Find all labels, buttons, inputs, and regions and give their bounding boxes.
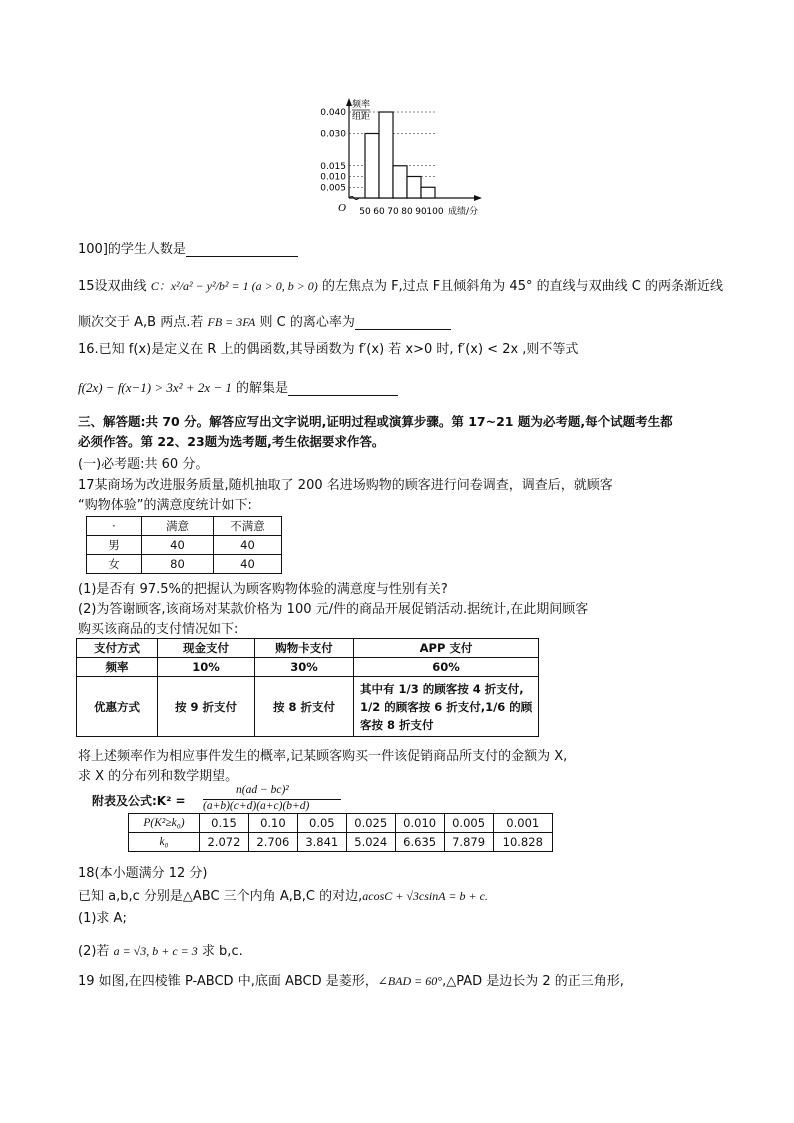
app-discount-line1: 其中有 1/3 的顾客按 4 折支付, xyxy=(360,681,524,696)
k0-value: 3.841 xyxy=(297,833,346,852)
row-label-female: 女 xyxy=(87,555,142,574)
subsection-heading: (一)必考题:共 60 分。 xyxy=(78,457,209,472)
q17-line2: “购物体验”的满意度统计如下: xyxy=(78,498,252,513)
frequency-histogram xyxy=(318,95,498,220)
y-tick-label: 0.015 xyxy=(320,161,346,172)
satisfaction-table xyxy=(86,516,282,574)
row-label-male: 男 xyxy=(87,536,142,555)
x-tick-label: 70 xyxy=(387,207,399,217)
p-value: 0.15 xyxy=(200,814,249,833)
x-tick-label: 90 xyxy=(415,207,427,217)
cell-app-discount xyxy=(354,677,539,737)
cell-female-satisfied: 80 xyxy=(142,555,214,574)
p-value: 0.05 xyxy=(297,814,346,833)
p-value: 0.010 xyxy=(395,814,444,833)
x-axis-title: 成绩/分 xyxy=(448,207,479,217)
q15-prefix: 15设双曲线 xyxy=(78,279,147,294)
x-tick-label: 50 xyxy=(359,207,371,217)
q19-tail: ,△PAD 是边长为 2 的正三角形, xyxy=(442,974,624,989)
q16-line2 xyxy=(78,377,398,396)
q17-part2-line2: 购买该商品的支付情况如下: xyxy=(78,622,239,637)
q18-line1-text: 已知 a,b,c 分别是△ABC 三个内角 A,B,C 的对边, xyxy=(78,889,363,904)
q17-line1: 17某商场为改进服务质量,随机抽取了 200 名进场购物的顾客进行问卷调查，调查后，就顾客 xyxy=(78,478,613,493)
q17-part2-line1: (2)为答谢顾客,该商场对某款价格为 100 元/件的商品开展促销活动.据统计,在此期间顾客 xyxy=(78,602,589,617)
q19-angle: ∠BAD = 60° xyxy=(377,974,443,988)
q18-part2 xyxy=(78,940,243,959)
q18-part2-tail: 求 b,c. xyxy=(201,944,243,959)
formula-label: 附表及公式:K² = xyxy=(92,794,186,808)
histogram-bar-80-90 xyxy=(407,177,421,199)
answer-blank xyxy=(355,315,451,330)
q15-line1 xyxy=(78,275,723,294)
cell-female-unsatisfied: 40 xyxy=(214,555,282,574)
cell-cash-frequency: 10% xyxy=(158,658,255,677)
payment-table xyxy=(76,638,539,737)
header-card: 购物卡支付 xyxy=(255,639,354,658)
q16-inequality: f(2x) − f(x−1) > 3x² + 2x − 1 xyxy=(78,380,232,395)
cell-male-unsatisfied: 40 xyxy=(214,536,282,555)
cell-cash-discount: 按 9 折支付 xyxy=(158,677,255,737)
header-cash: 现金支付 xyxy=(158,639,255,658)
p-value: 0.005 xyxy=(444,814,493,833)
k0-value: 7.879 xyxy=(444,833,493,852)
y-tick-label: 0.030 xyxy=(320,129,346,140)
row-label-k0: k₀ xyxy=(129,833,200,852)
header-satisfied: 满意 xyxy=(142,517,214,536)
q15-line2-tail: 则 C 的离心率为 xyxy=(259,315,355,330)
k0-value: 5.024 xyxy=(346,833,395,852)
k0-value: 6.635 xyxy=(395,833,444,852)
q18-title: 18(本小题满分 12 分) xyxy=(78,866,208,881)
app-discount-line3: 客按 8 折支付 xyxy=(360,717,434,732)
cell-card-discount: 按 8 折支付 xyxy=(255,677,354,737)
q15-vector-equation: FB = 3FA xyxy=(207,315,256,329)
k0-value: 2.706 xyxy=(248,833,297,852)
q18-part1: (1)求 A; xyxy=(78,911,127,926)
q15-rest: 的左焦点为 F,过点 F且倾斜角为 45° 的直线与双曲线 C 的两条渐近线 xyxy=(321,279,723,294)
q19-line1 xyxy=(78,970,624,989)
y-tick-label: 0.010 xyxy=(320,172,346,183)
header-payment-method: 支付方式 xyxy=(77,639,158,658)
k0-value: 2.072 xyxy=(200,833,249,852)
critical-value-table xyxy=(128,813,553,852)
histogram-bar-60-70 xyxy=(379,112,393,198)
q16-tail: 的解集是 xyxy=(236,381,289,396)
q17-part1: (1)是否有 97.5%的把握认为顾客购物体验的满意度与性别有关? xyxy=(78,582,448,597)
answer-blank xyxy=(186,242,298,257)
q18-equation: acosC + √3csinA = b + c. xyxy=(362,889,488,903)
q14-text: 100]的学生人数是 xyxy=(78,242,186,257)
q14-tail xyxy=(78,238,298,257)
y-axis-title-bottom: 组距 xyxy=(352,112,371,122)
x-tick-label: 80 xyxy=(401,207,413,217)
row-label-frequency: 频率 xyxy=(77,658,158,677)
q19-text: 19 如图,在四棱锥 P-ABCD 中,底面 ABCD 是菱形， xyxy=(78,974,378,989)
cell-male-satisfied: 40 xyxy=(142,536,214,555)
q15-line2 xyxy=(78,311,451,330)
cell-app-frequency: 60% xyxy=(354,658,539,677)
histogram-bar-70-80 xyxy=(393,166,407,198)
histogram-bar-50-60 xyxy=(365,134,379,199)
histogram-bar-90-100 xyxy=(421,187,435,198)
p-value: 0.001 xyxy=(493,814,552,833)
app-discount-line2: 1/2 的顾客按 6 折支付,1/6 的顾 xyxy=(360,699,533,714)
y-tick-label: 0.005 xyxy=(320,183,346,194)
k0-value: 10.828 xyxy=(493,833,552,852)
answer-blank xyxy=(288,381,398,396)
header-app: APP 支付 xyxy=(354,639,539,658)
q15-hyperbola-equation: C：x²/a² − y²/b² = 1 (a > 0, b > 0) xyxy=(150,279,318,293)
y-axis-title-top: 频率 xyxy=(352,100,371,110)
section-heading-line1: 三、解答题:共 70 分。解答应写出文字说明,证明过程或演算步骤。第 17~21 题为必考题,每个试题考生都 xyxy=(78,414,673,429)
histogram-y-ticks xyxy=(320,108,346,193)
q18-line1 xyxy=(78,885,488,904)
table-corner: · xyxy=(87,517,142,536)
row-label-discount: 优惠方式 xyxy=(77,677,158,737)
section-heading-line2: 必须作答。第 22、23题为选考题,考生依据要求作答。 xyxy=(78,434,385,449)
y-tick-label: 0.040 xyxy=(320,108,346,118)
q18-part2-condition: a = √3, b + c = 3 xyxy=(113,944,198,958)
x-tick-label: 100 xyxy=(426,207,444,217)
origin-label: O xyxy=(338,202,346,214)
histogram-x-ticks xyxy=(359,207,444,217)
p-value: 0.025 xyxy=(346,814,395,833)
x-tick-label: 60 xyxy=(373,207,385,217)
x-axis-arrow xyxy=(474,195,482,201)
q16-line1: 16.已知 f(x)是定义在 R 上的偶函数,其导函数为 f′(x) 若 x>0 时, f′(x) < 2x ,则不等式 xyxy=(78,342,579,357)
row-label-probability: P(K²≥k₀) xyxy=(129,814,200,833)
q17-part3-line1: 将上述频率作为相应事件发生的概率,记某顾客购买一件该促销商品所支付的金额为 X, xyxy=(78,749,568,764)
histogram-bars xyxy=(365,112,435,198)
header-unsatisfied: 不满意 xyxy=(214,517,282,536)
q18-part2-prefix: (2)若 xyxy=(78,944,110,959)
formula-denominator: (a+b)(c+d)(a+c)(b+d) xyxy=(203,800,310,812)
formula-numerator: n(ad − bc)² xyxy=(236,784,289,796)
p-value: 0.10 xyxy=(248,814,297,833)
q17-part3-line2: 求 X 的分布列和数学期望。 xyxy=(78,769,239,784)
q15-line2-text: 顺次交于 A,B 两点.若 xyxy=(78,315,204,330)
cell-card-frequency: 30% xyxy=(255,658,354,677)
